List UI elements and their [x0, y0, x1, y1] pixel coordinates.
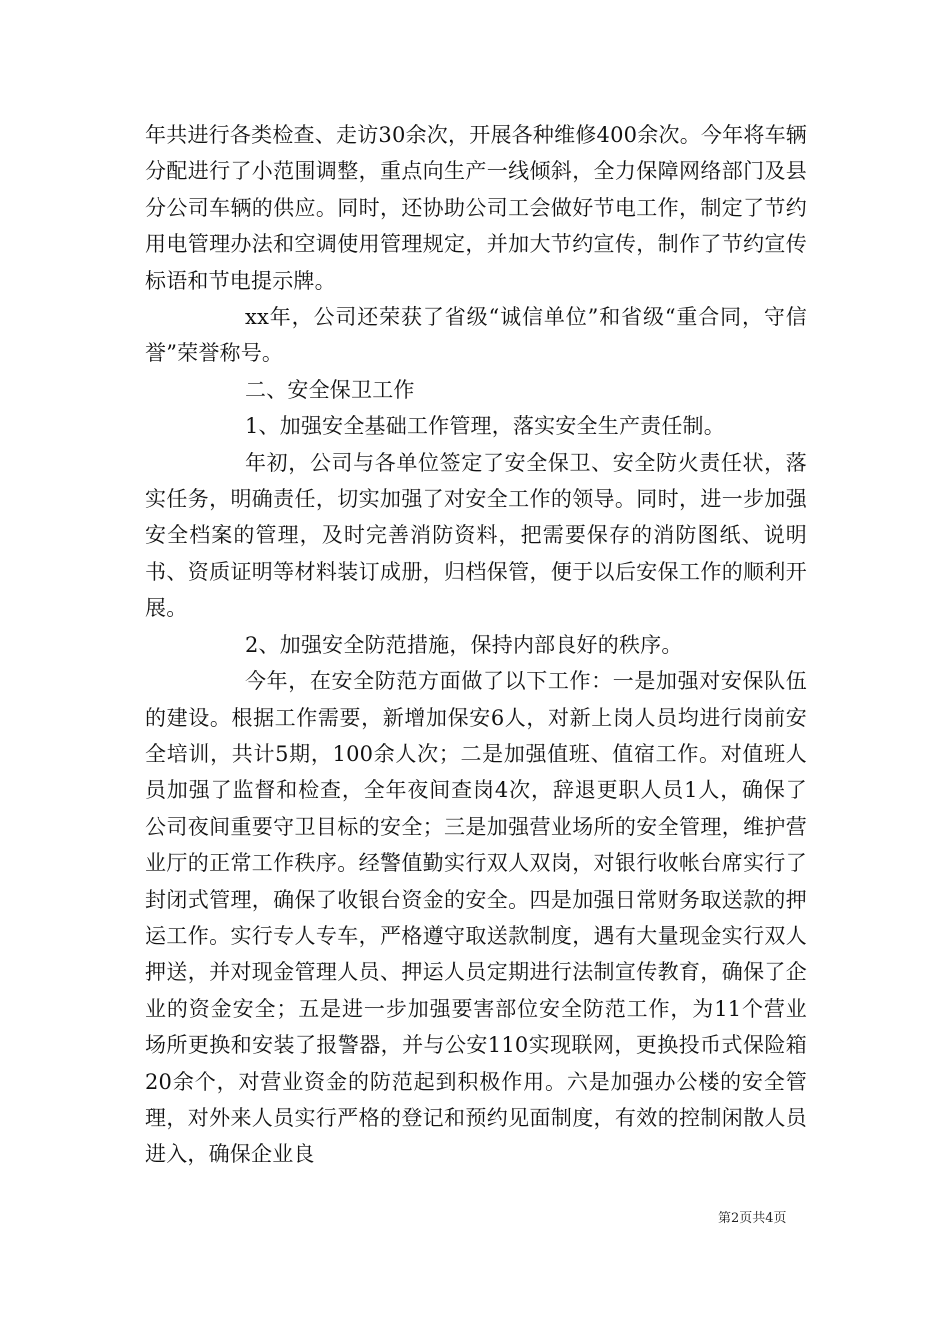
- section-heading-security: 二、安全保卫工作: [245, 377, 415, 402]
- paragraph-prevention-work: 今年，在安全防范方面做了以下工作：一是加强对安保队伍的建设。根据工作需要，新增加保安6人，对新上岗人员均进行岗前安全培训，共计5期，100余人次；二是加强值班、值宿工作。对值班人员加强了监督和检查，全年夜间查岗4次，辞退更职人员1人，确保了公司夜间重要守卫目标的安全；三是加强营业场所的安全管理，维护营业厅的正常工作秩序。经警值勤实行双人双岗，对银行收帐台席实行了封闭式管理，确保了收银台资金的安全。四是加强日常财务取送款的押运工作。实行专人专车，严格遵守取送款制度，遇有大量现金实行双人押送，并对现金管理人员、押运人员定期进行法制宣传教育，确保了企业的资金安全；五是进一步加强要害部位安全防范工作，为11个营业场所更换和安装了报警器，并与公安110实现联网，更换投币式保险箱20余个，对营业资金的防范起到积极作用。六是加强办公楼的安全管理，对外来人员实行严格的登记和预约见面制度，有效的控制闲散人员进入，确保企业良: [145, 669, 807, 1167]
- document-body: [145, 117, 807, 1173]
- paragraph-continuation: 年共进行各类检查、走访30余次，开展各种维修400余次。今年将车辆分配进行了小范围调整，重点向生产一线倾斜，全力保障网络部门及县分公司车辆的供应。同时，还协助公司工会做好节电工作，制定了节约用电管理办法和空调使用管理规定，并加大节约宣传，制作了节约宣传标语和节电提示牌。: [145, 123, 807, 293]
- paragraph-start-of-year: 年初，公司与各单位签定了安全保卫、安全防火责任状，落实任务，明确责任，切实加强了对安全工作的领导。同时，进一步加强安全档案的管理，及时完善消防资料，把需要保存的消防图纸、说明书、资质证明等材料装订成册，归档保管，便于以后安保工作的顺利开展。: [145, 450, 807, 621]
- paragraph-honors: xx年，公司还荣获了省级“诚信单位”和省级“重合同，守信誉”荣誉称号。: [145, 305, 807, 366]
- subheading-safety-management: 1、加强安全基础工作管理，落实安全生产责任制。: [245, 414, 725, 439]
- subheading-prevention-measures: 2、加强安全防范措施，保持内部良好的秩序。: [245, 632, 683, 657]
- page-number: 第2页共4页: [718, 1211, 787, 1226]
